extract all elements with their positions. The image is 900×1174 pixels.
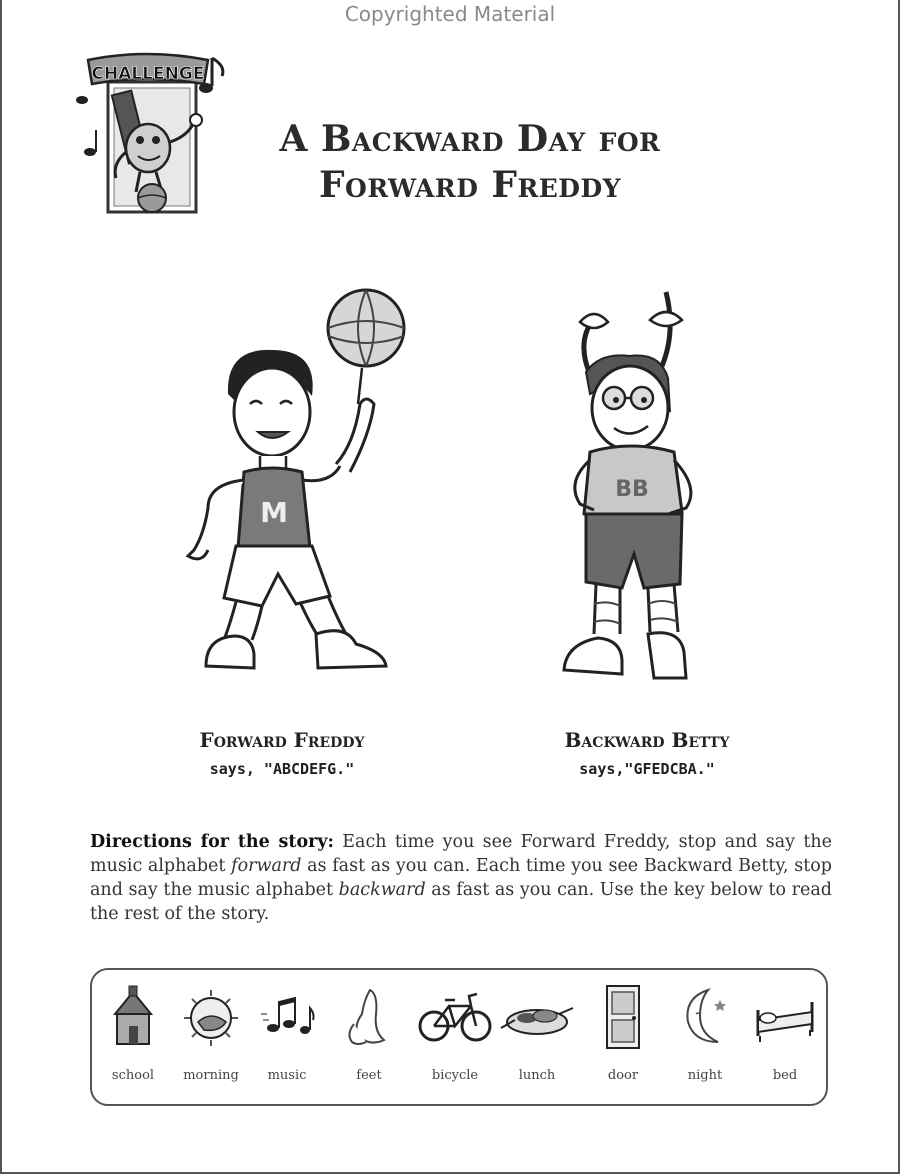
lunch-plate-icon [497,984,577,1050]
directions-label: Directions for the story: [90,832,335,852]
boy-spinning-basketball-icon [178,284,408,684]
betty-shirt-letters: BB [615,477,649,502]
feet-icon [344,984,394,1050]
story-directions [90,830,832,926]
key-label-night: night [687,1068,723,1083]
page-title-line-2: Forward Freddy [318,164,622,206]
girl-with-pigtails-icon [550,282,710,688]
key-item-feet [328,984,410,1094]
backward-betty-illustration [550,282,710,688]
betty-caption-name: Backward Betty [564,728,730,752]
door-icon [601,984,645,1054]
key-label-lunch: lunch [518,1068,556,1083]
key-label-morning: morning [183,1068,239,1083]
betty-caption-says: says,"GFEDCBA." [579,760,715,778]
school-icon [105,984,161,1050]
key-item-morning [170,984,252,1094]
directions-emphasis-backward: backward [338,880,426,900]
key-item-night [664,984,746,1094]
freddy-caption-name: Forward Freddy [199,728,365,752]
freddy-jersey-letter: M [260,496,288,529]
key-label-feet: feet [356,1068,382,1083]
page-title-line-1: A Backward Day for [279,118,661,160]
music-notes-icon [257,984,317,1050]
moon-icon [678,984,732,1050]
forward-freddy-illustration [178,284,408,684]
challenge-note-mascot-icon [76,52,232,218]
challenge-badge [76,52,232,218]
key-label-bed: bed [772,1068,798,1083]
picture-key-box [90,968,828,1106]
sunrise-icon [180,984,242,1050]
bed-icon [752,984,818,1050]
key-item-door [582,984,664,1094]
freddy-caption-says: says, "ABCDEFG." [209,760,355,778]
directions-text-1: Each time you see Forward Freddy, stop and say the music alphabet [90,832,832,876]
key-item-music [246,984,328,1094]
key-item-school [92,984,174,1094]
badge-text: CHALLENGE [91,64,205,84]
directions-emphasis-forward: forward [231,856,302,876]
key-item-bed [744,984,826,1094]
key-item-bicycle [414,984,496,1094]
directions-text-2: as fast as you can. Each time you see Backward Betty, stop and say the music alphabet [90,856,832,900]
key-item-lunch [496,984,578,1094]
directions-text-3: as fast as you can. Use the key below to read the rest of the story. [90,880,832,924]
bicycle-icon [417,984,493,1050]
key-label-bicycle: bicycle [431,1068,479,1083]
copyright-notice: Copyrighted Material [344,2,556,26]
page-border-left [0,0,2,1174]
key-label-music: music [267,1068,307,1083]
key-label-door: door [607,1068,639,1083]
key-label-school: school [111,1068,155,1083]
